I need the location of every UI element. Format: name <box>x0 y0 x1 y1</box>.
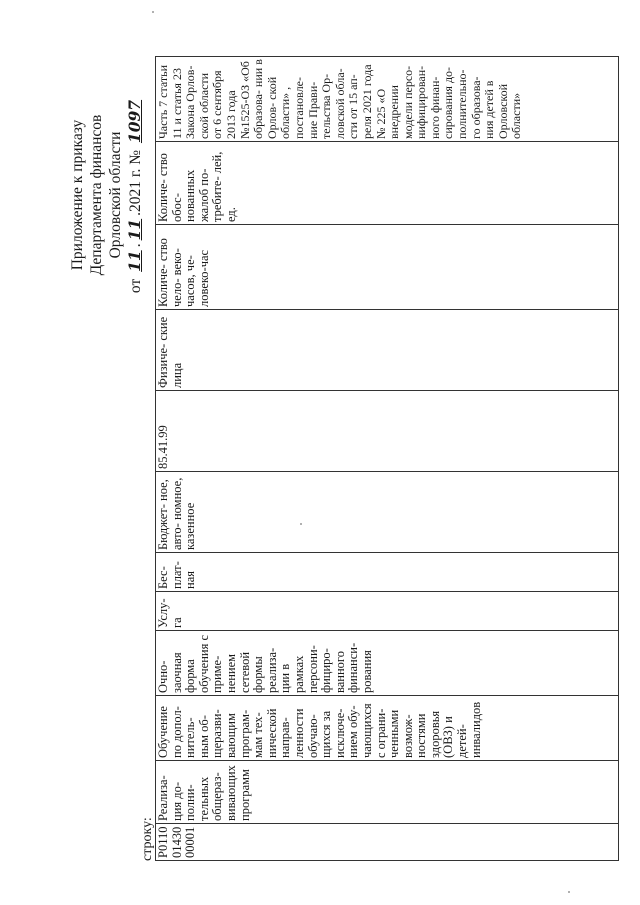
scan-speck <box>300 523 302 525</box>
cell-legal-basis: Часть 7 статьи 11 и статья 23 Закона Орлов- ской области от 6 сентября 2013 года №1525-ОЗ «Об образова- нии в Орлов- ской области» , постановле- ние Прави- тельства Ор- ловской обла- сти от 15 ап- реля 2021 года № 225 «О внедрении модели персо- нифицирован- ного финан- сирования до- полнительно- го образова- ния детей в Орловской области» <box>156 57 619 142</box>
header-date-line: от 11.11.2021 г. № 1097 <box>125 45 145 345</box>
cell-institution-type: Бюджет- ное, авто- номное, казенное <box>156 472 619 553</box>
cell-name: Реализа- ция до- полни- тельных общераз- вивающих программ <box>156 761 619 824</box>
order-number: 1097 <box>125 99 144 144</box>
cell-content: Обучение по допол- нитель- ным об- щеразви- вающим програм- мам тех- нической направ- ленности обучаю- щихся за исключе- нием обу- чающихся с ограни- ченными возмож- ностями здоровья (ОВЗ) и детей- инвалидов <box>156 696 619 761</box>
date-month: 11 <box>125 218 144 241</box>
date-year: .2021 г. № <box>127 149 144 216</box>
cell-type: Услу- га <box>156 592 619 631</box>
header-line-1: Приложение к приказу <box>69 119 86 271</box>
table-row <box>156 57 619 861</box>
services-table <box>155 56 619 861</box>
cell-quality-indicator: Количе- ство обос- нованных жалоб по- требите- лей, ед. <box>156 142 619 225</box>
row-label: строку: <box>140 817 155 861</box>
cell-payment: Бес- плат- ная <box>156 553 619 592</box>
cell-consumers: Физиче- ские лица <box>156 310 619 391</box>
header-line-3: Орловской области <box>107 131 124 259</box>
scan-speck <box>152 11 154 13</box>
scan-speck <box>568 891 570 893</box>
cell-volume-indicator: Количе- ство чело- веко- часов, че- ловеко-час <box>156 225 619 310</box>
document-header <box>68 45 145 345</box>
date-prefix: от <box>127 278 144 294</box>
date-day: 11 <box>125 250 144 272</box>
cell-form: Очно- заочная форма обучения с приме- нением сетевой формы реализа- ции в рамках персони- фициро- ванного финанси- рования <box>156 631 619 696</box>
cell-okved: 85.41.99 <box>156 391 619 472</box>
cell-code: P0110 01430 00001 <box>156 824 619 861</box>
header-line-2: Департамента финансов <box>88 114 105 276</box>
